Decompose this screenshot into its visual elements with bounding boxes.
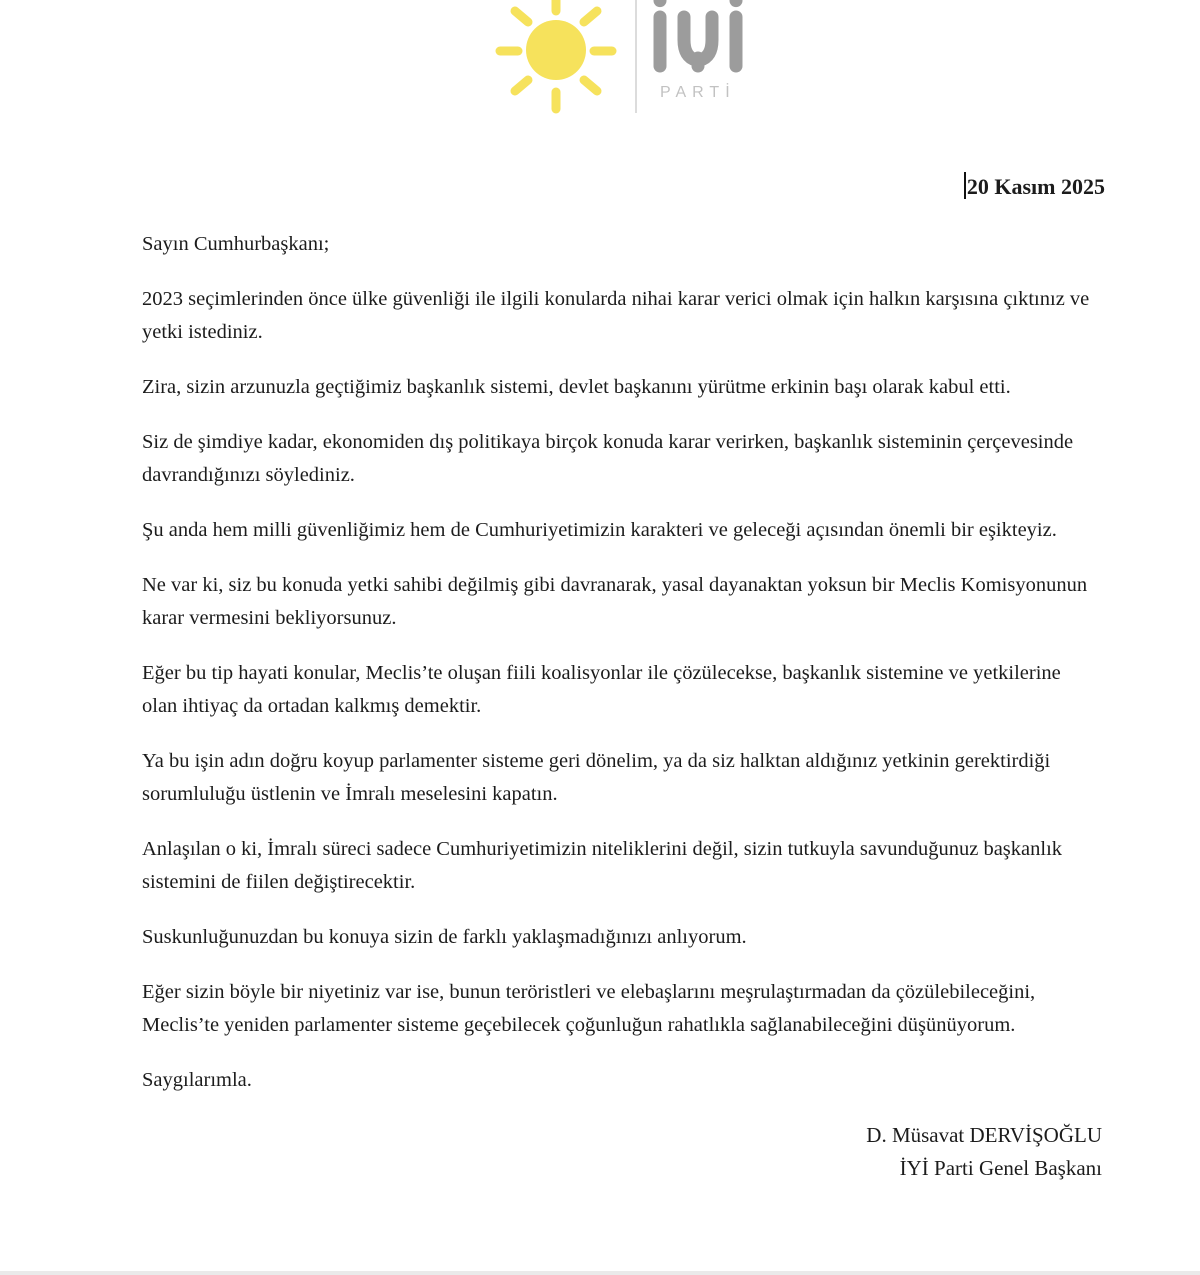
sun-disc: [526, 20, 586, 80]
closing: Saygılarımla.: [142, 1069, 252, 1091]
signature-title: İYİ Parti Genel Başkanı: [899, 1156, 1102, 1180]
signature-block: [142, 1119, 1102, 1185]
text-cursor: [964, 172, 966, 199]
paragraph-3: Siz de şimdiye kadar, ekonomiden dış politikaya birçok konuda karar verirken, başkanlık sisteminin çerçevesinde davrandığınızı söylediniz.: [142, 431, 1074, 486]
salutation: Sayın Cumhurbaşkanı;: [142, 233, 330, 255]
paragraph-6: Eğer bu tip hayati konular, Meclis’te oluşan fiili koalisyonlar ile çözülecekse, başkanlık sistemine ve yetkilerine olan ihtiyaç da ortadan kalkmış demektir.: [142, 662, 1061, 717]
parti-subtext: PARTİ: [660, 84, 736, 101]
letter-body: [142, 228, 1100, 1185]
paragraph-2: Zira, sizin arzunuzla geçtiğimiz başkanlık sistemi, devlet başkanını yürütme erkinin başı olarak kabul etti.: [142, 376, 1011, 398]
date-row: [964, 170, 1105, 203]
iyi-wordmark: [660, 1, 736, 67]
paragraph-9: Suskunluğunuzdan bu konuya sizin de farklı yaklaşmadığınızı anlıyorum.: [142, 926, 747, 948]
paragraph-1: 2023 seçimlerinden önce ülke güvenliği ile ilgili konularda nihai karar verici olmak için halkın karşısına çıktınız ve yetki istediniz.: [142, 288, 1090, 343]
party-logo: [0, 0, 1200, 125]
paragraph-7: Ya bu işin adın doğru koyup parlamenter sisteme geri dönelim, ya da siz halktan aldığınız yetkinin gerektirdiği sorumluluğu üstlenin ve İmralı meselesini kapatın.: [142, 750, 1051, 805]
paragraph-8: Anlaşılan o ki, İmralı süreci sadece Cumhuriyetimizin niteliklerini değil, sizin tutkuyla savunduğunuz başkanlık sistemini de fiilen değiştirecektir.: [142, 838, 1063, 893]
signature-name: D. Müsavat DERVİŞOĞLU: [866, 1123, 1102, 1147]
paragraph-5: Ne var ki, siz bu konuda yetki sahibi değilmiş gibi davranarak, yasal dayanaktan yoksun bir Meclis Komisyonunun karar vermesini bekliyorsunuz.: [142, 574, 1088, 629]
letter-date: 20 Kasım 2025: [966, 174, 1105, 199]
paragraph-10: Eğer sizin böyle bir niyetiniz var ise, bunun teröristleri ve elebaşlarını meşrulaştırmadan da çözülebileceğini, Meclis’te yeniden parlamenter sisteme geçebilecek çoğunluğun rahatlıkla sağlanabileceğini düşünüyorum.: [142, 981, 1036, 1036]
sun-icon: [500, 0, 612, 109]
paragraph-4: Şu anda hem milli güvenliğimiz hem de Cumhuriyetimizin karakteri ve geleceği açısından önemli bir eşikteyiz.: [142, 519, 1057, 541]
